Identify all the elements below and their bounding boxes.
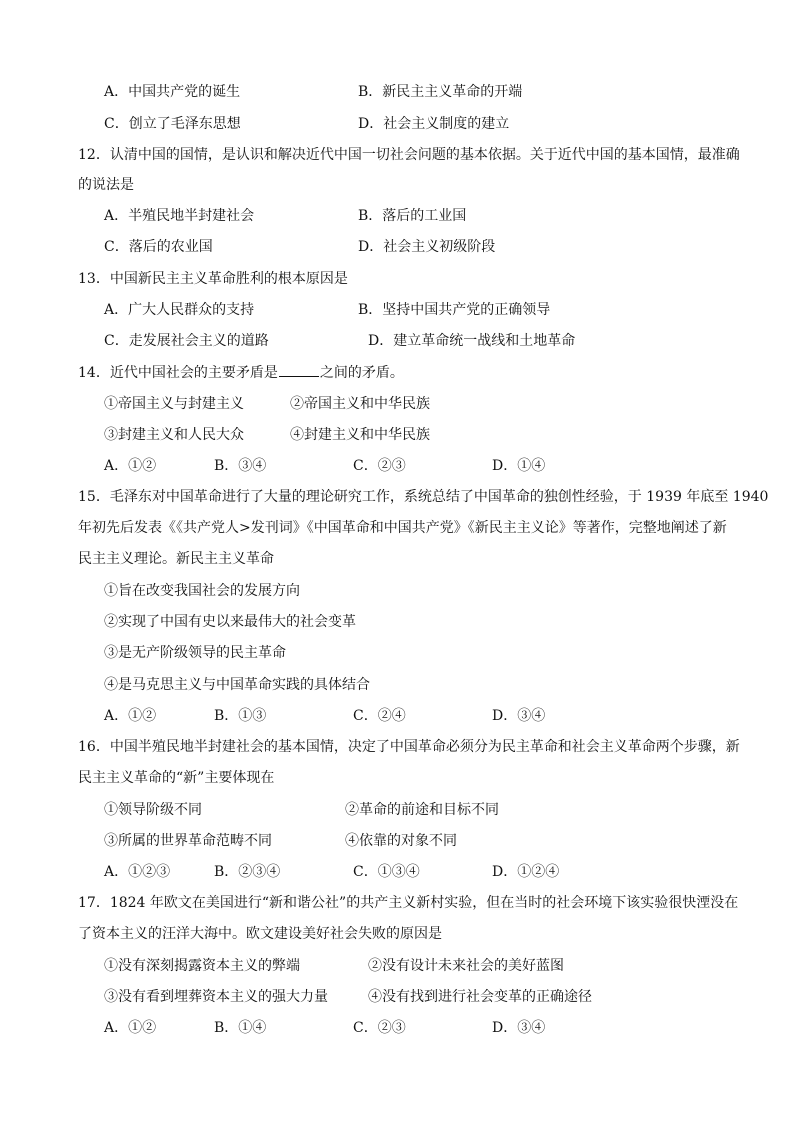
q15-stem-line3: 民主主义理论。新民主主义革命 bbox=[78, 551, 274, 567]
q12-stem-line1: 12．认清中国的国情，是认识和解决近代中国一切社会问题的基本依据。关于近代中国的基本国情，最准确 bbox=[78, 147, 740, 163]
q11-option-a: A．中国共产党的诞生 bbox=[104, 84, 241, 100]
q14-option-b: B．③④ bbox=[214, 458, 267, 474]
q17-option-c: C．②③ bbox=[353, 1020, 406, 1036]
q17-stem-line2: 了资本主义的汪洋大海中。欧文建设美好社会失败的原因是 bbox=[78, 926, 442, 942]
q16-stem-line1: 16．中国半殖民地半封建社会的基本国情，决定了中国革命必须分为民主革命和社会主义革命两个步骤，新 bbox=[78, 739, 740, 755]
q15-item-4: ④是马克思主义与中国革命实践的具体结合 bbox=[104, 677, 370, 693]
q16-option-d: D．①②④ bbox=[492, 864, 560, 880]
q15-option-c: C．②④ bbox=[353, 708, 406, 724]
q13-option-d: D．建立革命统一战线和土地革命 bbox=[368, 333, 576, 349]
q13-option-c: C．走发展社会主义的道路 bbox=[104, 333, 269, 349]
q15-item-3: ③是无产阶级领导的民主革命 bbox=[104, 645, 286, 661]
q14-item-2: ②帝国主义和中华民族 bbox=[290, 396, 430, 412]
q12-option-c: C．落后的农业国 bbox=[104, 239, 213, 255]
q16-option-c: C．①③④ bbox=[353, 864, 420, 880]
q17-stem-line1: 17．1824 年欧文在美国进行“新和谐公社”的共产主义新村实验，但在当时的社会环境下该实验很快湮没在 bbox=[78, 895, 739, 911]
q11-option-c: C．创立了毛泽东思想 bbox=[104, 116, 241, 132]
q17-item-4: ④没有找到进行社会变革的正确途径 bbox=[368, 989, 592, 1005]
q14-stem bbox=[78, 362, 404, 383]
q13-stem: 13．中国新民主主义革命胜利的根本原因是 bbox=[78, 271, 348, 287]
q17-item-1: ①没有深刻揭露资本主义的弊端 bbox=[104, 958, 300, 974]
q12-option-b: B．落后的工业国 bbox=[358, 208, 467, 224]
q14-option-c: C．②③ bbox=[353, 458, 406, 474]
q14-option-d: D．①④ bbox=[492, 458, 546, 474]
q14-option-a: A．①② bbox=[104, 458, 157, 474]
q16-item-2: ②革命的前途和目标不同 bbox=[345, 802, 499, 818]
q15-item-1: ①旨在改变我国社会的发展方向 bbox=[104, 583, 300, 599]
q16-item-4: ④依靠的对象不同 bbox=[345, 833, 457, 849]
q15-item-2: ②实现了中国有史以来最伟大的社会变革 bbox=[104, 614, 356, 630]
answer-blank bbox=[279, 362, 319, 377]
q13-option-b: B．坚持中国共产党的正确领导 bbox=[358, 302, 551, 318]
q17-option-d: D．③④ bbox=[492, 1020, 546, 1036]
q17-item-3: ③没有看到埋葬资本主义的强大力量 bbox=[104, 989, 328, 1005]
q14-item-3: ③封建主义和人民大众 bbox=[104, 427, 244, 443]
q16-option-b: B．②③④ bbox=[214, 864, 281, 880]
q17-item-2: ②没有设计未来社会的美好蓝图 bbox=[368, 958, 564, 974]
q14-stem-before-blank: 14．近代中国社会的主要矛盾是 bbox=[78, 365, 278, 381]
q16-item-1: ①领导阶级不同 bbox=[104, 802, 202, 818]
q11-option-b: B．新民主主义革命的开端 bbox=[358, 84, 523, 100]
q12-option-a: A．半殖民地半封建社会 bbox=[104, 208, 255, 224]
q17-option-b: B．①④ bbox=[214, 1020, 267, 1036]
q14-stem-after-blank: 之间的矛盾。 bbox=[319, 365, 404, 381]
q14-item-1: ①帝国主义与封建主义 bbox=[104, 396, 244, 412]
q15-option-d: D．③④ bbox=[492, 708, 546, 724]
q15-option-a: A．①② bbox=[104, 708, 157, 724]
q11-option-d: D．社会主义制度的建立 bbox=[358, 116, 510, 132]
q12-option-d: D．社会主义初级阶段 bbox=[358, 239, 496, 255]
q15-option-b: B．①③ bbox=[214, 708, 267, 724]
q14-item-4: ④封建主义和中华民族 bbox=[290, 427, 430, 443]
q16-stem-line2: 民主主义革命的“新”主要体现在 bbox=[78, 770, 275, 786]
q17-option-a: A．①② bbox=[104, 1020, 157, 1036]
q16-option-a: A．①②③ bbox=[104, 864, 171, 880]
q12-stem-line2: 的说法是 bbox=[78, 177, 134, 193]
q16-item-3: ③所属的世界革命范畴不同 bbox=[104, 833, 272, 849]
q13-option-a: A．广大人民群众的支持 bbox=[104, 302, 255, 318]
q15-stem-line2: 年初先后发表《《共产党人>发刊词》《中国革命和中国共产党》《新民主主义论》等著作，完整地阐述了新 bbox=[78, 520, 727, 536]
q15-stem-line1: 15．毛泽东对中国革命进行了大量的理论研究工作，系统总结了中国革命的独创性经验，于 1939 年底至 1940 bbox=[78, 489, 769, 505]
